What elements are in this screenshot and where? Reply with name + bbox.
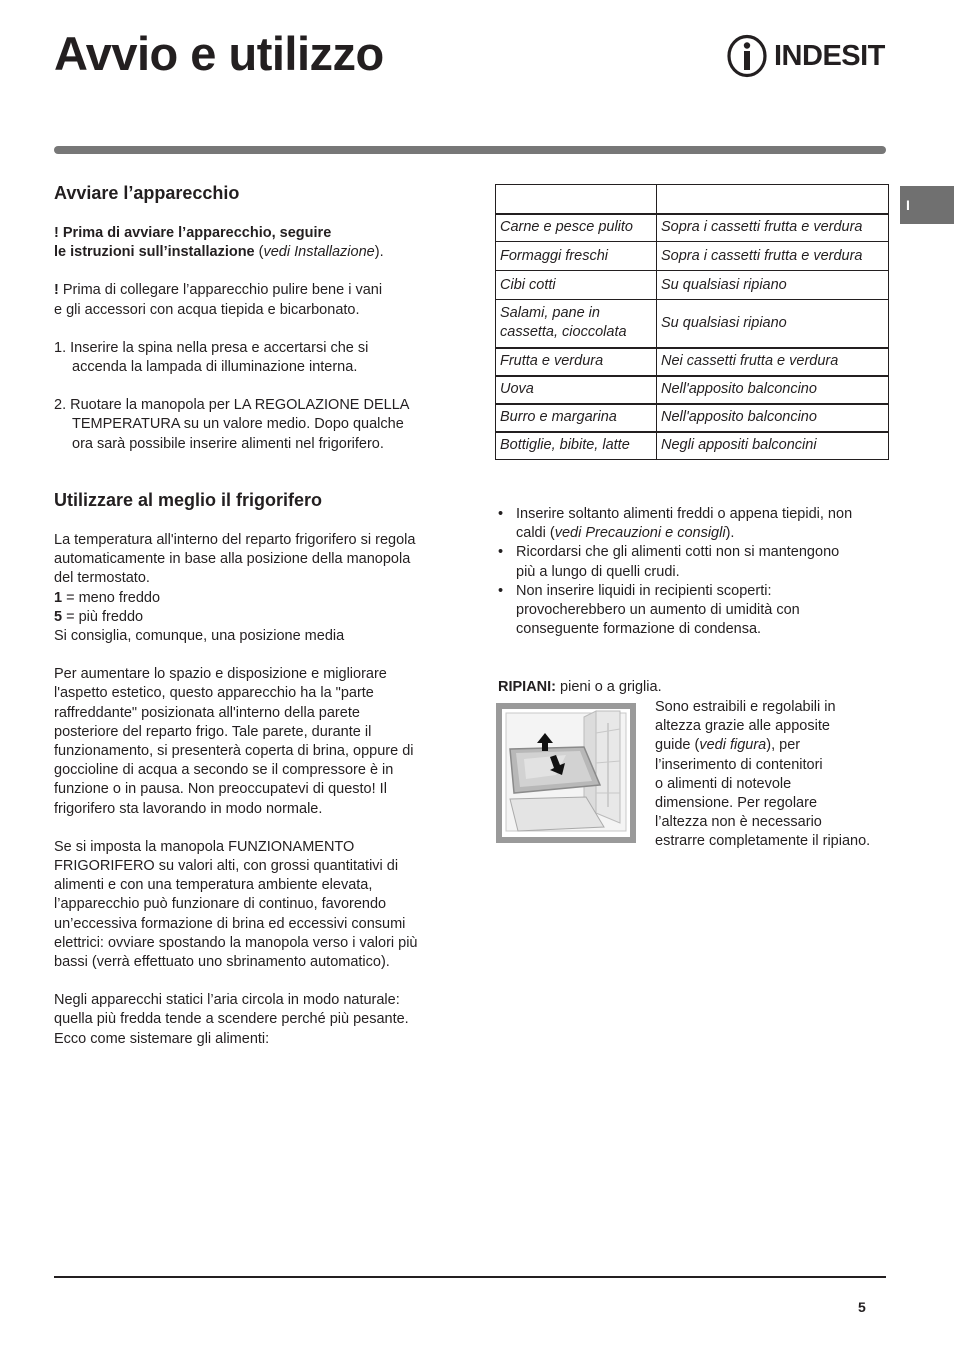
food-cell: Uova	[496, 376, 657, 404]
para-settings-3: alimenti e con una temperatura ambiente elevata,	[54, 877, 373, 894]
language-tab: I	[900, 186, 954, 224]
reference-link: vedi Precauzioni e consigli	[554, 525, 726, 542]
place-cell: Sopra i cassetti frutta e verdura	[657, 242, 889, 271]
tip-text: provocherebbero un aumento di umidità con	[516, 602, 800, 619]
bullet-icon: •	[498, 582, 504, 599]
food-cell: Frutta e verdura	[496, 348, 657, 376]
tip-text: Non inserire liquidi in recipienti scoperti:	[516, 582, 772, 599]
table-row	[496, 376, 889, 404]
page-title: Avvio e utilizzo	[54, 27, 384, 80]
place-cell: Sopra i cassetti frutta e verdura	[657, 214, 889, 242]
place-cell: Nell'apposito balconcino	[657, 404, 889, 432]
setting-number: 1	[54, 589, 63, 606]
header-divider	[54, 146, 886, 154]
warning-bold-text: Prima di avviare l’apparecchio, seguire	[62, 225, 332, 241]
warning-cleaning	[54, 281, 454, 300]
shelves-line: l’altezza non è necessario	[655, 814, 822, 831]
food-cell: Carne e pesce pulito	[496, 214, 657, 242]
para-settings-2: FRIGORIFERO su valori alti, con grossi quantitativi di	[54, 858, 399, 875]
warning-installation-line2	[54, 243, 454, 262]
step-2-cont: TEMPERATURA su un valore medio. Dopo qualche	[72, 416, 404, 433]
section-heading-start: Avviare l’apparecchio	[54, 183, 240, 203]
reference-link: vedi Installazione	[263, 244, 375, 261]
setting-number: 5	[54, 608, 63, 625]
footer-divider	[54, 1276, 886, 1278]
para-air-2: quella più fredda tende a scendere perché più pesante.	[54, 1011, 409, 1028]
advice-text: Si consiglia, comunque, una posizione media	[54, 628, 345, 645]
shelves-line: Sono estraibili e regolabili in	[655, 699, 836, 715]
table-row	[496, 214, 889, 242]
table-row	[496, 348, 889, 376]
table-row	[496, 271, 889, 300]
warning-mark: !	[54, 282, 59, 299]
tip-text: caldi (	[516, 525, 555, 542]
tip-text: più a lungo di quelli crudi.	[516, 563, 680, 580]
tips-list	[498, 505, 888, 639]
para-temperature-3: del termostato.	[54, 570, 150, 587]
table-row	[496, 300, 889, 348]
food-cell	[496, 300, 657, 348]
tip-text: Inserire soltanto alimenti freddi o appena tiepidi, non	[516, 506, 853, 522]
para-settings-5: un’eccessiva formazione di brina ed eccessivi consumi	[54, 915, 406, 932]
shelves-line: estrarre completamente il ripiano.	[655, 833, 871, 850]
section-heading-usage: Utilizzare al meglio il frigorifero	[54, 490, 323, 510]
list-item	[498, 505, 888, 543]
para-cooling-1: Per aumentare lo spazio e disposizione e migliorare	[54, 666, 387, 683]
section-usage-body	[54, 531, 454, 1049]
tip-text: ).	[725, 525, 735, 542]
place-cell: Su qualsiasi ripiano	[657, 300, 889, 348]
setting-label: = meno freddo	[62, 589, 161, 606]
para-cooling-2: l'aspetto estetico, questo apparecchio ha la "parte	[54, 685, 374, 702]
paren-open: (	[254, 244, 264, 261]
reference-link: vedi figura	[699, 737, 767, 754]
shelves-line: l’inserimento di contenitori	[655, 756, 823, 773]
shelves-line: altezza grazie alle apposite	[655, 718, 830, 735]
table-row	[496, 242, 889, 271]
setting-5	[54, 608, 454, 627]
table-header-row	[496, 185, 889, 214]
step-1: 1. Inserire la spina nella presa e accertarsi che si	[54, 339, 369, 356]
step-1-cont: accenda la lampada di illuminazione interna.	[72, 359, 358, 376]
food-line: cassetta, cioccolata	[500, 324, 627, 341]
tip-text: conseguente formazione di condensa.	[516, 621, 762, 638]
place-cell: Nei cassetti frutta e verdura	[657, 348, 889, 376]
food-placement-table	[495, 184, 889, 460]
bullet-icon: •	[498, 544, 504, 561]
brand-logo	[726, 34, 885, 78]
shelves-description	[655, 698, 895, 852]
setting-1	[54, 589, 454, 608]
shelves-heading	[498, 678, 662, 697]
para-cooling-4: posteriore del reparto frigo. Tale parete, durante il	[54, 723, 372, 740]
food-line: Salami, pane in	[500, 305, 600, 322]
shelves-line: o alimenti di notevole	[655, 775, 792, 792]
shelves-label-rest: pieni o a griglia.	[556, 679, 662, 695]
warning-mark: !	[54, 225, 59, 241]
food-cell: Burro e margarina	[496, 404, 657, 432]
para-cooling-6: goccioline di acqua a secondo se il compressore è in	[54, 762, 394, 779]
table-header-cell	[657, 185, 889, 214]
page-number: 5	[858, 1299, 866, 1315]
table-header-cell	[496, 185, 657, 214]
warning-installation	[54, 224, 454, 243]
list-item	[498, 543, 888, 581]
section-start-body	[54, 224, 454, 454]
table-row	[496, 432, 889, 460]
place-cell: Negli appositi balconcini	[657, 432, 889, 460]
para-cooling-3: raffreddante" posizionata all'interno della parete	[54, 704, 360, 721]
shelves-line	[655, 736, 895, 755]
para-cooling-8: frigorifero sta lavorando in modo normale.	[54, 800, 323, 817]
list-item	[498, 582, 888, 640]
para-cooling-5: funzionamento, si presenterà coperta di brina, oppure di	[54, 743, 414, 760]
indesit-i-logo-icon	[726, 34, 768, 78]
para-temperature-2: automaticamente in base alla posizione della manopola	[54, 551, 411, 568]
para-air-3: Ecco come sistemare gli alimenti:	[54, 1030, 270, 1047]
warning-text: Prima di collegare l’apparecchio pulire bene i vani	[58, 282, 383, 299]
para-settings-6: elettrici: ovviare spostando la manopola verso i valori più	[54, 934, 418, 951]
para-temperature-1: La temperatura all'interno del reparto frigorifero si regola	[54, 532, 416, 548]
tip-text: Ricordarsi che gli alimenti cotti non si mantengono	[516, 544, 840, 561]
table-row	[496, 404, 889, 432]
shelves-label: RIPIANI:	[498, 679, 556, 695]
warning-cleaning-line2: e gli accessori con acqua tiepida e bicarbonato.	[54, 301, 360, 318]
step-2-cont2: ora sarà possibile inserire alimenti nel frigorifero.	[72, 435, 384, 452]
fridge-shelf-arrows-icon	[496, 703, 636, 843]
para-settings-7: bassi (verrà effettuato uno sbrinamento automatico).	[54, 954, 390, 971]
setting-label: = più freddo	[62, 608, 144, 625]
step-2: 2. Ruotare la manopola per LA REGOLAZIONE DELLA	[54, 397, 410, 414]
paren-close: ).	[374, 244, 384, 261]
brand-name: INDESIT	[774, 39, 885, 72]
para-air-1: Negli apparecchi statici l’aria circola in modo naturale:	[54, 992, 400, 1009]
food-cell: Bottiglie, bibite, latte	[496, 432, 657, 460]
para-settings-4: l’apparecchio può funzionare di continuo, favorendo	[54, 896, 387, 913]
shelves-text: ), per	[766, 737, 801, 754]
food-cell: Cibi cotti	[496, 271, 657, 300]
place-cell: Nell'apposito balconcino	[657, 376, 889, 404]
shelves-text: guide (	[655, 737, 700, 754]
food-cell: Formaggi freschi	[496, 242, 657, 271]
shelves-line: dimensione. Per regolare	[655, 795, 818, 812]
para-settings-1: Se si imposta la manopola FUNZIONAMENTO	[54, 838, 355, 855]
para-cooling-7: funzione o in pausa. Non preoccupatevi di questo! Il	[54, 781, 387, 798]
bullet-icon: •	[498, 506, 504, 522]
warning-bold-text: le istruzioni sull’installazione	[54, 244, 255, 261]
place-cell: Su qualsiasi ripiano	[657, 271, 889, 300]
shelf-figure	[496, 703, 636, 843]
